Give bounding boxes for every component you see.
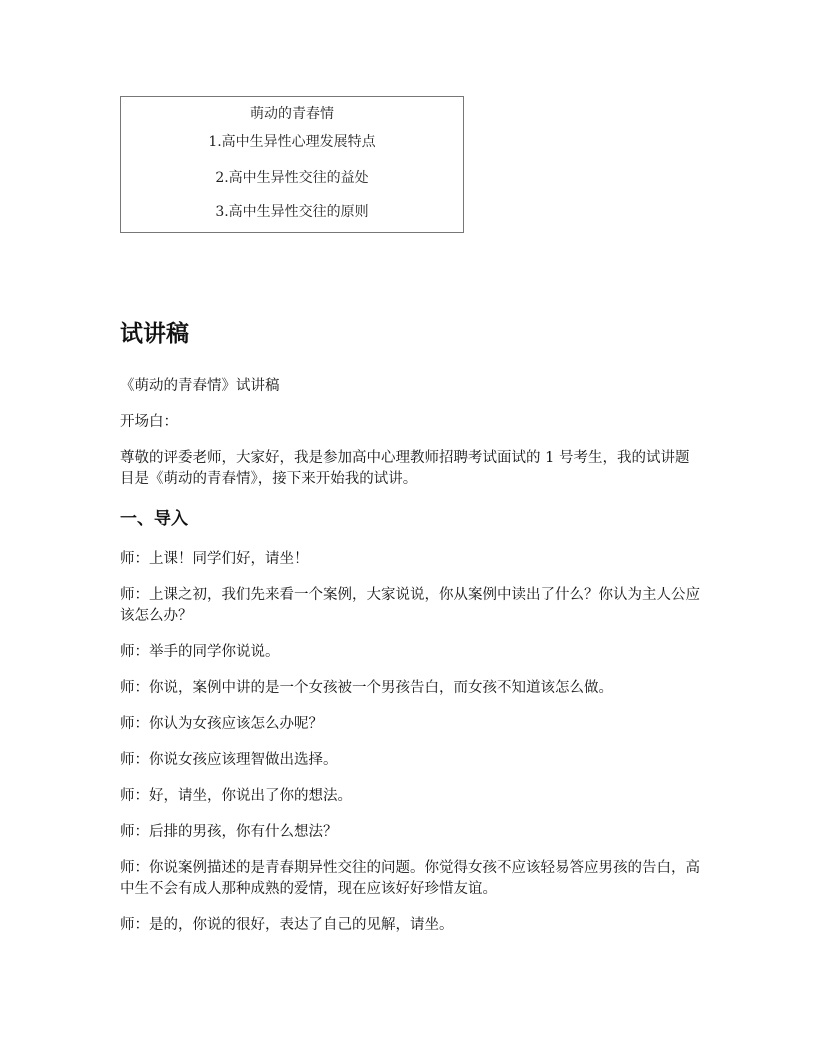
dialogue-line: 师：上课！同学们好，请坐！	[120, 551, 309, 567]
dialogue-line: 师：你说，案例中讲的是一个女孩被一个男孩告白，而女孩不知道该怎么做。	[120, 680, 613, 696]
dialogue-line: 师：上课之初，我们先来看一个案例，大家说说，你从案例中读出了什么？你认为主人公应该怎么办？	[120, 587, 700, 624]
document-body	[120, 376, 700, 951]
board-title: 萌动的青春情	[250, 106, 334, 122]
opening-paragraph: 尊敬的评委老师，大家好，我是参加高中心理教师招聘考试面试的 1 号考生，我的试讲题目是《萌动的青春情》，接下来开始我的试讲。	[120, 450, 690, 487]
board-item-1: 1.高中生异性心理发展特点	[208, 134, 376, 150]
board-item-3: 3.高中生异性交往的原则	[215, 204, 369, 220]
dialogue-line: 师：举手的同学你说说。	[120, 644, 280, 660]
opening-label: 开场白：	[120, 414, 178, 430]
document-title: 试讲稿	[120, 321, 189, 347]
dialogue-line: 师：是的，你说的很好，表达了自己的见解，请坐。	[120, 917, 454, 933]
dialogue-line: 师：后排的男孩，你有什么想法？	[120, 824, 338, 840]
board-item-2: 2.高中生异性交往的益处	[215, 170, 369, 186]
document-subtitle: 《萌动的青春情》试讲稿	[120, 378, 280, 394]
dialogue-line: 师：好，请坐，你说出了你的想法。	[120, 788, 352, 804]
dialogue-line: 师：你认为女孩应该怎么办呢？	[120, 716, 323, 732]
blackboard-outline-box	[120, 96, 464, 233]
dialogue-line: 师：你说案例描述的是青春期异性交往的问题。你觉得女孩不应该轻易答应男孩的告白，高中生不会有成人那种成熟的爱情，现在应该好好珍惜友谊。	[120, 860, 700, 897]
section-heading-intro: 一、导入	[120, 509, 188, 529]
dialogue-line: 师：你说女孩应该理智做出选择。	[120, 752, 338, 768]
